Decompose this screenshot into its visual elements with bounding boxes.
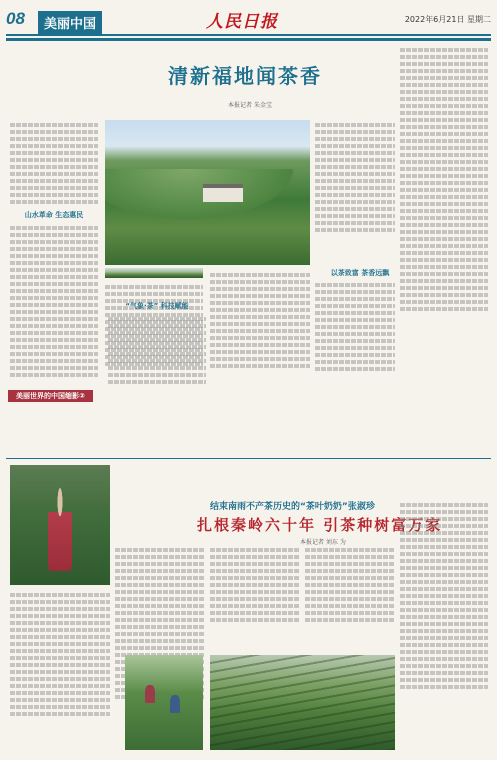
- sidebar-heading: 山水革命 生态惠民: [24, 211, 84, 219]
- article1-column-left: [10, 120, 98, 382]
- masthead: [6, 6, 491, 36]
- header-rule: [6, 38, 491, 41]
- article2-column-3: [210, 545, 300, 650]
- article2-kicker: 结束南雨不产茶历史的“茶叶奶奶”张淑珍: [210, 502, 375, 512]
- box-heading: 以茶致富 茶香远飘: [330, 269, 390, 277]
- section-label: 美丽中国: [38, 11, 102, 34]
- article1-column-far-right: [400, 45, 488, 395]
- tea-picking-photo: [125, 655, 203, 750]
- article1-title: 清新福地闻茶香: [168, 64, 322, 88]
- article1-column-mid-b: [108, 295, 206, 395]
- article1-column-right-b: [315, 280, 395, 395]
- article2-column-1: [10, 590, 110, 756]
- issue-date: 2022年6月21日 星期二: [404, 15, 491, 24]
- page-number: 08: [6, 9, 25, 28]
- paper-logo: 人民日报: [206, 12, 278, 32]
- article2-byline: 本报记者 刘东 为: [300, 539, 346, 546]
- tea-hills-photo: [210, 655, 395, 750]
- article2-column-5: [400, 500, 488, 756]
- series-banner: 美丽世界的中国缩影②: [8, 390, 93, 402]
- text-block: [10, 123, 98, 204]
- article1-column-right-a: [315, 120, 395, 266]
- article2-column-4: [305, 545, 395, 650]
- tea-plantation-photo: [105, 120, 310, 265]
- portrait-photo: [10, 465, 110, 585]
- text-block: [10, 226, 98, 377]
- article2-title: 扎根秦岭六十年 引茶种树富万家: [197, 516, 443, 534]
- article1-byline: 本报记者 朱金宝: [228, 102, 272, 109]
- article-divider: [6, 458, 491, 459]
- mid-heading: “气象·茶” 科技赋能: [125, 302, 189, 310]
- tea-field-photo-small: [105, 268, 203, 278]
- article1-column-mid-c: [210, 270, 310, 395]
